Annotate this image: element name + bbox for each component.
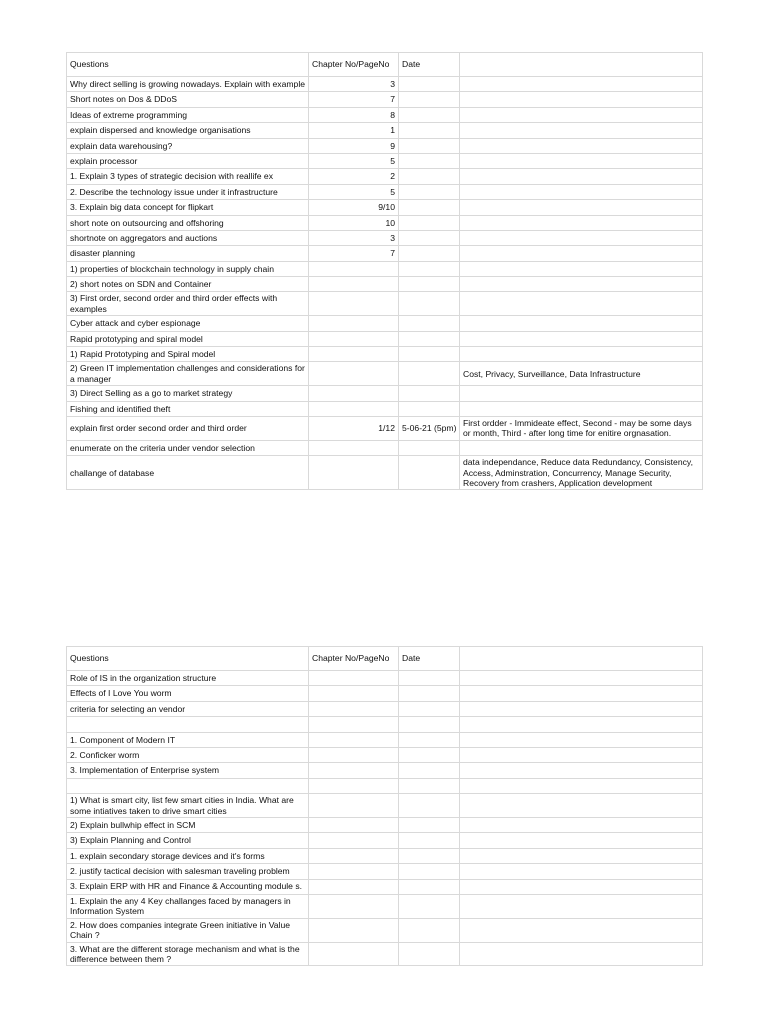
date-cell bbox=[399, 701, 460, 716]
question-cell: 1. Explain the any 4 Key challanges faced by managers in Information System bbox=[67, 894, 309, 918]
table-row bbox=[67, 362, 703, 386]
question-cell: 1) What is smart city, list few smart cities in India. What are some intiatives taken to drive smart cities bbox=[67, 794, 309, 818]
chapter-cell: 9/10 bbox=[309, 200, 399, 215]
date-cell bbox=[399, 386, 460, 401]
notes-cell bbox=[460, 347, 703, 362]
date-cell bbox=[399, 362, 460, 386]
question-cell bbox=[67, 717, 309, 732]
date-cell bbox=[399, 107, 460, 122]
notes-cell bbox=[460, 732, 703, 747]
chapter-cell bbox=[309, 747, 399, 762]
notes-cell bbox=[460, 686, 703, 701]
notes-cell bbox=[460, 331, 703, 346]
table-row bbox=[67, 277, 703, 292]
question-cell: Cyber attack and cyber espionage bbox=[67, 316, 309, 331]
chapter-cell bbox=[309, 347, 399, 362]
chapter-cell bbox=[309, 864, 399, 879]
notes-cell bbox=[460, 316, 703, 331]
date-cell bbox=[399, 864, 460, 879]
question-cell: explain first order second order and third order bbox=[67, 417, 309, 441]
chapter-cell bbox=[309, 456, 399, 490]
question-cell: 3) Direct Selling as a go to market strategy bbox=[67, 386, 309, 401]
notes-cell bbox=[460, 77, 703, 92]
date-cell bbox=[399, 918, 460, 942]
date-cell bbox=[399, 686, 460, 701]
notes-cell bbox=[460, 169, 703, 184]
table-row bbox=[67, 671, 703, 686]
date-cell bbox=[399, 316, 460, 331]
chapter-cell bbox=[309, 763, 399, 778]
date-cell bbox=[399, 215, 460, 230]
table-row bbox=[67, 864, 703, 879]
header-questions: Questions bbox=[67, 53, 309, 77]
question-cell: explain dispersed and knowledge organisations bbox=[67, 123, 309, 138]
date-cell bbox=[399, 401, 460, 416]
notes-cell bbox=[460, 864, 703, 879]
table-row bbox=[67, 848, 703, 863]
notes-cell bbox=[460, 153, 703, 168]
chapter-cell: 7 bbox=[309, 246, 399, 261]
chapter-cell: 1 bbox=[309, 123, 399, 138]
chapter-cell bbox=[309, 292, 399, 316]
notes-cell bbox=[460, 215, 703, 230]
date-cell bbox=[399, 833, 460, 848]
table-row bbox=[67, 347, 703, 362]
date-cell bbox=[399, 671, 460, 686]
question-cell: 2) Explain bullwhip effect in SCM bbox=[67, 817, 309, 832]
chapter-cell bbox=[309, 817, 399, 832]
table-row bbox=[67, 246, 703, 261]
notes-cell bbox=[460, 717, 703, 732]
chapter-cell bbox=[309, 833, 399, 848]
table-row bbox=[67, 686, 703, 701]
notes-cell bbox=[460, 817, 703, 832]
notes-cell bbox=[460, 794, 703, 818]
notes-cell bbox=[460, 671, 703, 686]
date-cell: 5-06-21 (5pm) bbox=[399, 417, 460, 441]
chapter-cell bbox=[309, 918, 399, 942]
chapter-cell: 7 bbox=[309, 92, 399, 107]
table-row bbox=[67, 833, 703, 848]
chapter-cell bbox=[309, 778, 399, 793]
question-cell: 2. How does companies integrate Green initiative in Value Chain ? bbox=[67, 918, 309, 942]
date-cell bbox=[399, 848, 460, 863]
table-row bbox=[67, 942, 703, 966]
question-cell: 2. Describe the technology issue under it infrastructure bbox=[67, 184, 309, 199]
chapter-cell: 5 bbox=[309, 184, 399, 199]
table-row bbox=[67, 817, 703, 832]
question-cell: 3. Explain ERP with HR and Finance & Accounting module s. bbox=[67, 879, 309, 894]
notes-cell bbox=[460, 763, 703, 778]
notes-cell bbox=[460, 107, 703, 122]
table-row bbox=[67, 92, 703, 107]
date-cell bbox=[399, 261, 460, 276]
table-row bbox=[67, 717, 703, 732]
table-row bbox=[67, 417, 703, 441]
question-cell: 2) short notes on SDN and Container bbox=[67, 277, 309, 292]
date-cell bbox=[399, 200, 460, 215]
chapter-cell: 5 bbox=[309, 153, 399, 168]
table-row bbox=[67, 261, 703, 276]
question-cell: explain processor bbox=[67, 153, 309, 168]
notes-cell bbox=[460, 184, 703, 199]
date-cell bbox=[399, 440, 460, 455]
date-cell bbox=[399, 894, 460, 918]
date-cell bbox=[399, 794, 460, 818]
question-cell: 1) Rapid Prototyping and Spiral model bbox=[67, 347, 309, 362]
notes-cell bbox=[460, 918, 703, 942]
table-row bbox=[67, 200, 703, 215]
question-cell: Effects of I Love You worm bbox=[67, 686, 309, 701]
date-cell bbox=[399, 747, 460, 762]
date-cell bbox=[399, 184, 460, 199]
date-cell bbox=[399, 732, 460, 747]
table-row bbox=[67, 747, 703, 762]
notes-cell: Cost, Privacy, Surveillance, Data Infrastructure bbox=[460, 362, 703, 386]
question-cell: criteria for selecting an vendor bbox=[67, 701, 309, 716]
header-row bbox=[67, 53, 703, 77]
question-cell: 1) properties of blockchain technology in supply chain bbox=[67, 261, 309, 276]
chapter-cell bbox=[309, 440, 399, 455]
notes-cell bbox=[460, 277, 703, 292]
chapter-cell bbox=[309, 894, 399, 918]
table-row bbox=[67, 794, 703, 818]
notes-cell bbox=[460, 246, 703, 261]
notes-cell bbox=[460, 386, 703, 401]
chapter-cell: 8 bbox=[309, 107, 399, 122]
question-cell: short note on outsourcing and offshoring bbox=[67, 215, 309, 230]
chapter-cell: 1/12 bbox=[309, 417, 399, 441]
table-row bbox=[67, 732, 703, 747]
notes-cell bbox=[460, 123, 703, 138]
date-cell bbox=[399, 942, 460, 966]
chapter-cell bbox=[309, 277, 399, 292]
questions-table-1 bbox=[66, 52, 703, 490]
header-date: Date bbox=[399, 53, 460, 77]
chapter-cell bbox=[309, 386, 399, 401]
question-cell: Short notes on Dos & DDoS bbox=[67, 92, 309, 107]
chapter-cell bbox=[309, 686, 399, 701]
chapter-cell bbox=[309, 701, 399, 716]
question-cell: shortnote on aggregators and auctions bbox=[67, 230, 309, 245]
table-row bbox=[67, 918, 703, 942]
chapter-cell bbox=[309, 316, 399, 331]
question-cell bbox=[67, 778, 309, 793]
chapter-cell: 3 bbox=[309, 77, 399, 92]
chapter-cell bbox=[309, 261, 399, 276]
table-row bbox=[67, 456, 703, 490]
question-cell: 2. justify tactical decision with salesman traveling problem bbox=[67, 864, 309, 879]
notes-cell bbox=[460, 778, 703, 793]
notes-cell bbox=[460, 701, 703, 716]
date-cell bbox=[399, 77, 460, 92]
chapter-cell bbox=[309, 848, 399, 863]
table-row bbox=[67, 386, 703, 401]
notes-cell: First ordder - Immideate effect, Second - may be some days or month, Third - after long time for enitire orgnasation. bbox=[460, 417, 703, 441]
date-cell bbox=[399, 169, 460, 184]
date-cell bbox=[399, 230, 460, 245]
date-cell bbox=[399, 763, 460, 778]
chapter-cell bbox=[309, 401, 399, 416]
header-notes bbox=[460, 647, 703, 671]
table-row bbox=[67, 763, 703, 778]
question-cell: 3) Explain Planning and Control bbox=[67, 833, 309, 848]
date-cell bbox=[399, 277, 460, 292]
chapter-cell bbox=[309, 794, 399, 818]
date-cell bbox=[399, 246, 460, 261]
table-row bbox=[67, 316, 703, 331]
notes-cell bbox=[460, 200, 703, 215]
date-cell bbox=[399, 717, 460, 732]
question-cell: 3. Implementation of Enterprise system bbox=[67, 763, 309, 778]
date-cell bbox=[399, 817, 460, 832]
question-cell: Ideas of extreme programming bbox=[67, 107, 309, 122]
question-cell: 1. Explain 3 types of strategic decision with reallife ex bbox=[67, 169, 309, 184]
chapter-cell bbox=[309, 732, 399, 747]
question-cell: 2) Green IT implementation challenges and considerations for a manager bbox=[67, 362, 309, 386]
notes-cell bbox=[460, 261, 703, 276]
table-row bbox=[67, 184, 703, 199]
chapter-cell bbox=[309, 942, 399, 966]
table-row bbox=[67, 331, 703, 346]
table-row bbox=[67, 292, 703, 316]
question-cell: explain data warehousing? bbox=[67, 138, 309, 153]
notes-cell bbox=[460, 833, 703, 848]
notes-cell bbox=[460, 942, 703, 966]
question-cell: 3) First order, second order and third order effects with examples bbox=[67, 292, 309, 316]
table-row bbox=[67, 401, 703, 416]
table-row bbox=[67, 169, 703, 184]
questions-table-2 bbox=[66, 646, 703, 966]
header-questions: Questions bbox=[67, 647, 309, 671]
table-row bbox=[67, 440, 703, 455]
header-row bbox=[67, 647, 703, 671]
table-row bbox=[67, 138, 703, 153]
header-notes bbox=[460, 53, 703, 77]
notes-cell bbox=[460, 230, 703, 245]
chapter-cell bbox=[309, 671, 399, 686]
chapter-cell bbox=[309, 362, 399, 386]
date-cell bbox=[399, 153, 460, 168]
question-cell: enumerate on the criteria under vendor selection bbox=[67, 440, 309, 455]
notes-cell bbox=[460, 401, 703, 416]
date-cell bbox=[399, 123, 460, 138]
question-cell: Why direct selling is growing nowadays. Explain with example bbox=[67, 77, 309, 92]
question-cell: 1. Component of Modern IT bbox=[67, 732, 309, 747]
notes-cell bbox=[460, 747, 703, 762]
table-row bbox=[67, 701, 703, 716]
table-row bbox=[67, 107, 703, 122]
table-row bbox=[67, 778, 703, 793]
question-cell: 3. Explain big data concept for flipkart bbox=[67, 200, 309, 215]
question-cell: Fishing and identified theft bbox=[67, 401, 309, 416]
question-cell: disaster planning bbox=[67, 246, 309, 261]
date-cell bbox=[399, 456, 460, 490]
chapter-cell: 10 bbox=[309, 215, 399, 230]
table-row bbox=[67, 77, 703, 92]
date-cell bbox=[399, 778, 460, 793]
notes-cell bbox=[460, 848, 703, 863]
chapter-cell bbox=[309, 331, 399, 346]
notes-cell: data independance, Reduce data Redundancy, Consistency, Access, Adminstration, Concurrency, Manage Security, Recovery from crashers, Application development bbox=[460, 456, 703, 490]
table-row bbox=[67, 894, 703, 918]
date-cell bbox=[399, 879, 460, 894]
chapter-cell bbox=[309, 879, 399, 894]
question-cell: 1. explain secondary storage devices and it's forms bbox=[67, 848, 309, 863]
table-row bbox=[67, 215, 703, 230]
header-chapter: Chapter No/PageNo bbox=[309, 53, 399, 77]
notes-cell bbox=[460, 138, 703, 153]
table-row bbox=[67, 123, 703, 138]
question-cell: challange of database bbox=[67, 456, 309, 490]
table-row bbox=[67, 879, 703, 894]
question-cell: 2. Conficker worm bbox=[67, 747, 309, 762]
header-date: Date bbox=[399, 647, 460, 671]
date-cell bbox=[399, 292, 460, 316]
notes-cell bbox=[460, 894, 703, 918]
date-cell bbox=[399, 92, 460, 107]
question-cell: Role of IS in the organization structure bbox=[67, 671, 309, 686]
date-cell bbox=[399, 347, 460, 362]
date-cell bbox=[399, 331, 460, 346]
question-cell: 3. What are the different storage mechanism and what is the difference between them ? bbox=[67, 942, 309, 966]
table-row bbox=[67, 153, 703, 168]
notes-cell bbox=[460, 92, 703, 107]
header-chapter: Chapter No/PageNo bbox=[309, 647, 399, 671]
chapter-cell: 3 bbox=[309, 230, 399, 245]
chapter-cell bbox=[309, 717, 399, 732]
table-row bbox=[67, 230, 703, 245]
notes-cell bbox=[460, 440, 703, 455]
notes-cell bbox=[460, 292, 703, 316]
chapter-cell: 9 bbox=[309, 138, 399, 153]
date-cell bbox=[399, 138, 460, 153]
notes-cell bbox=[460, 879, 703, 894]
question-cell: Rapid prototyping and spiral model bbox=[67, 331, 309, 346]
chapter-cell: 2 bbox=[309, 169, 399, 184]
